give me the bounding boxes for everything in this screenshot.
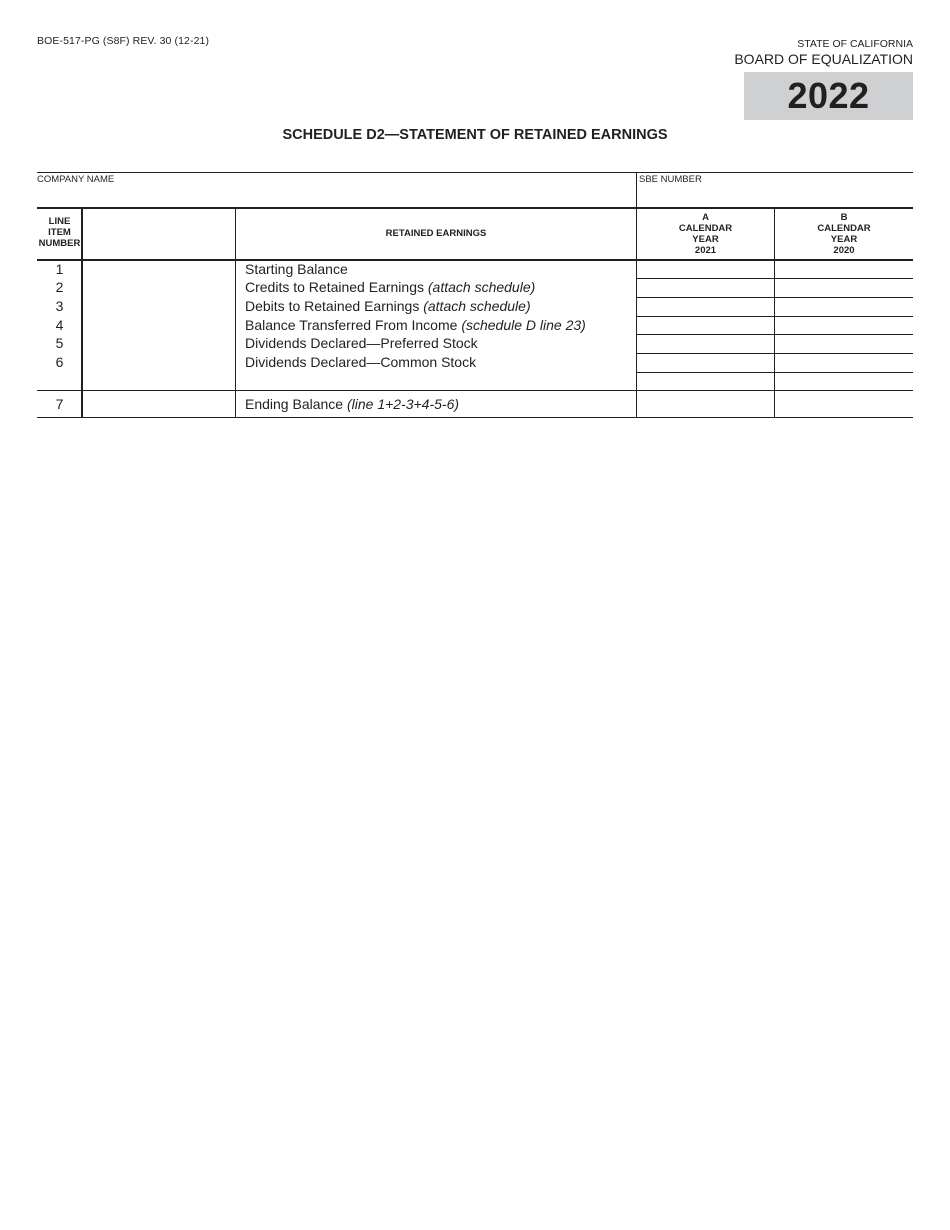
- col-header-line: LINE: [48, 216, 71, 227]
- amount-field-a-line-3[interactable]: [637, 298, 774, 316]
- line-description: Balance Transferred From Income (schedule D line 23): [245, 317, 586, 333]
- divider: [37, 417, 913, 418]
- col-header-line-item: [37, 216, 82, 249]
- line-description-total: Ending Balance (line 1+2-3+4-5-6): [245, 396, 460, 412]
- sbe-number-field[interactable]: [640, 186, 910, 206]
- amount-field-b-line-5[interactable]: [775, 335, 913, 353]
- amount-field-b-line-7[interactable]: [775, 391, 913, 417]
- col-a-calendar: CALENDAR: [678, 223, 733, 234]
- company-name-label: COMPANY NAME: [37, 174, 115, 185]
- amount-field-a-line-7[interactable]: [637, 391, 774, 417]
- col-b-year-label: YEAR: [830, 234, 858, 245]
- col-a-letter: A: [702, 212, 709, 223]
- line-number: 6: [55, 354, 64, 370]
- line-number: 2: [55, 279, 64, 295]
- amount-field-b-line-1[interactable]: [775, 261, 913, 278]
- col-header-a: [637, 212, 774, 256]
- amount-field-a-line-1[interactable]: [637, 261, 774, 278]
- line-description: Debits to Retained Earnings (attach schedule): [245, 298, 531, 314]
- line-description: Credits to Retained Earnings (attach schedule): [245, 279, 536, 295]
- state-label: STATE OF CALIFORNIA: [797, 38, 913, 50]
- line-number: 1: [55, 261, 64, 277]
- form-id: BOE-517-PG (S8F) REV. 30 (12-21): [37, 35, 210, 47]
- col-b-year: 2020: [833, 245, 855, 256]
- divider: [235, 208, 236, 417]
- divider: [37, 207, 913, 209]
- sbe-number-label: SBE NUMBER: [639, 174, 702, 185]
- line-number: 3: [55, 298, 64, 314]
- line-number: 5: [55, 335, 64, 351]
- company-name-field[interactable]: [37, 186, 632, 206]
- divider: [636, 372, 913, 373]
- line-description: Dividends Declared—Preferred Stock: [245, 335, 478, 351]
- amount-field-b-line-2[interactable]: [775, 279, 913, 297]
- tax-year-box: [744, 72, 913, 120]
- col-header-b: [775, 212, 913, 256]
- amount-field-b-line-6[interactable]: [775, 354, 913, 372]
- line-description: Dividends Declared—Common Stock: [245, 354, 477, 370]
- amount-field-b-line-3[interactable]: [775, 298, 913, 316]
- line-description: Starting Balance: [245, 261, 348, 277]
- schedule-title: SCHEDULE D2—STATEMENT OF RETAINED EARNINGS: [282, 127, 668, 143]
- col-header-number: NUMBER: [38, 238, 81, 249]
- amount-field-a-line-2[interactable]: [637, 279, 774, 297]
- divider: [37, 172, 913, 173]
- line-number: 4: [55, 317, 64, 333]
- col-header-retained-earnings: RETAINED EARNINGS: [385, 228, 487, 239]
- agency-label: BOARD OF EQUALIZATION: [734, 51, 913, 67]
- divider: [636, 172, 637, 208]
- col-a-year-label: YEAR: [692, 234, 719, 245]
- amount-field-b-line-4[interactable]: [775, 317, 913, 334]
- line-number: 7: [55, 396, 64, 412]
- col-header-item: ITEM: [48, 227, 71, 238]
- amount-field-a-line-4[interactable]: [637, 317, 774, 334]
- tax-year: 2022: [787, 75, 870, 116]
- amount-field-a-line-5[interactable]: [637, 335, 774, 353]
- col-b-calendar: CALENDAR: [817, 223, 871, 234]
- amount-field-a-line-6[interactable]: [637, 354, 774, 372]
- col-a-year: 2021: [694, 245, 717, 256]
- col-b-letter: B: [840, 212, 848, 223]
